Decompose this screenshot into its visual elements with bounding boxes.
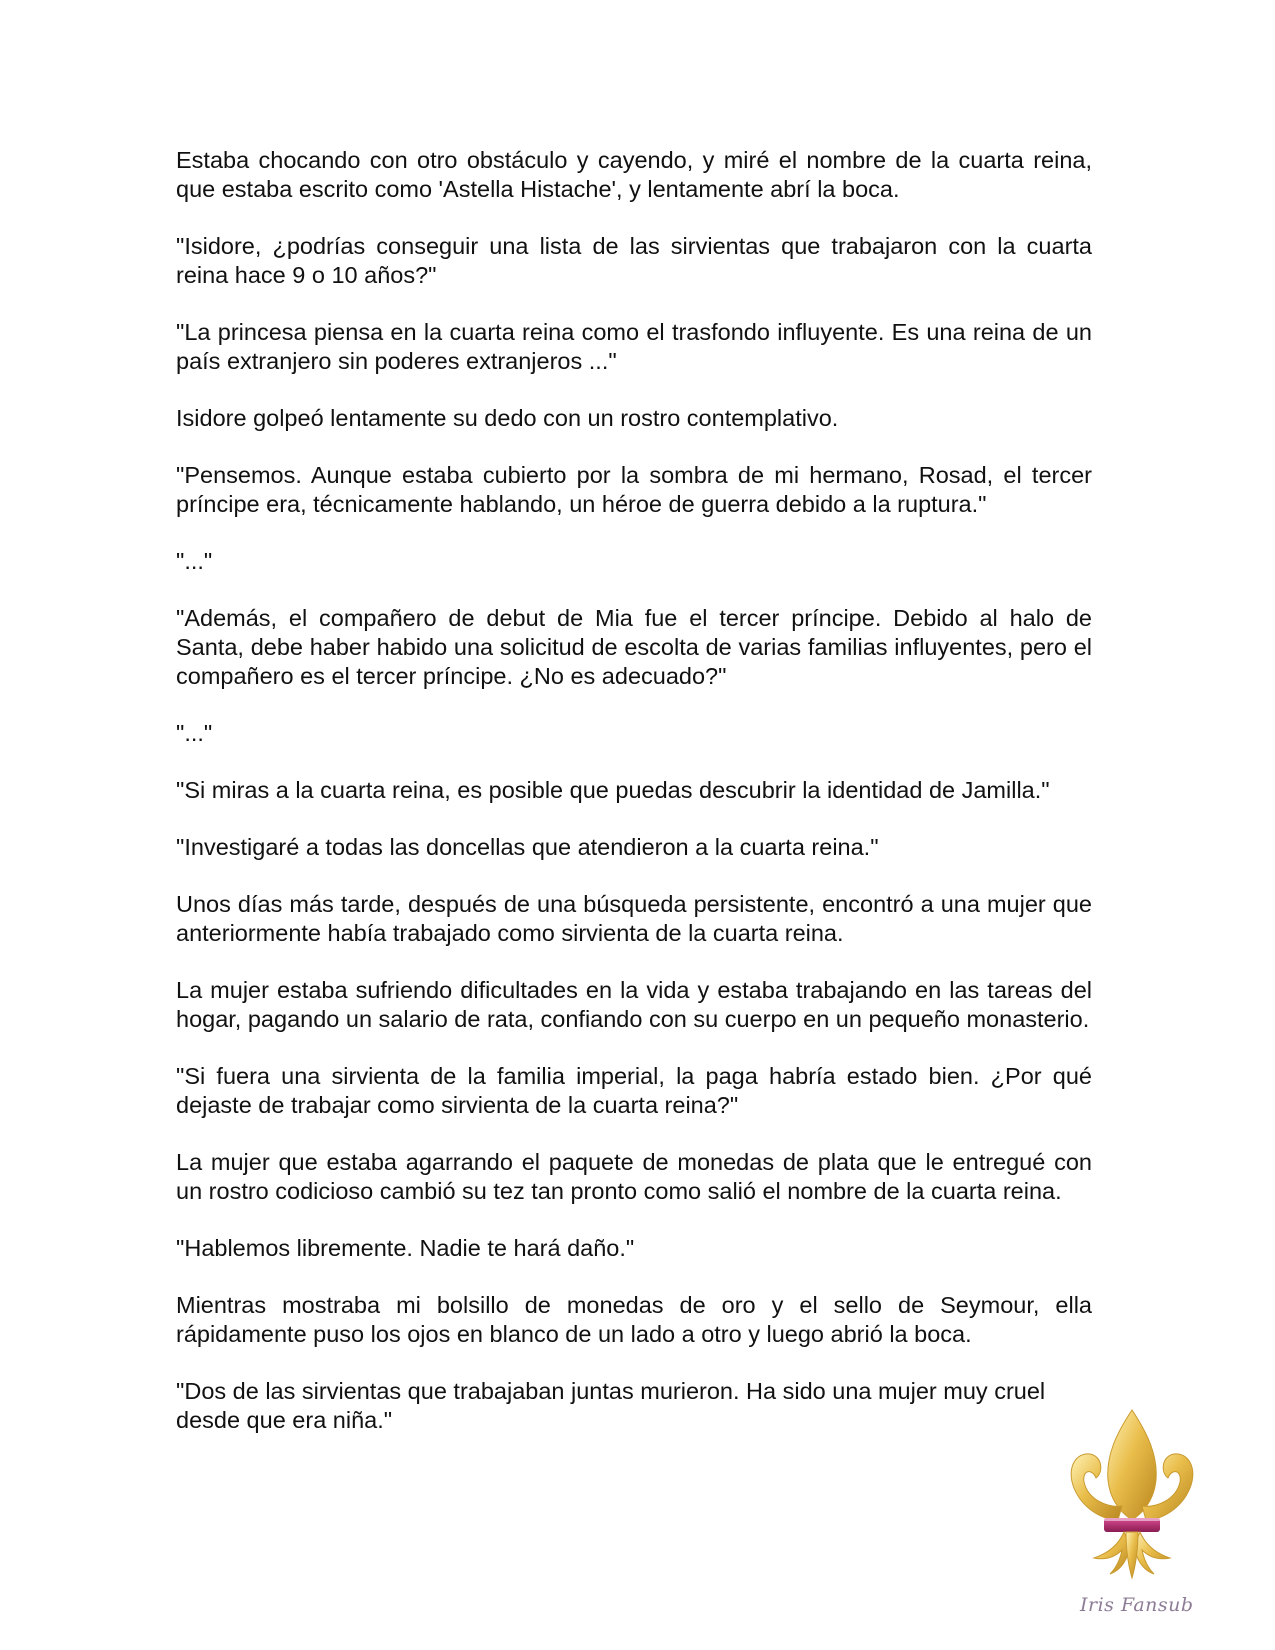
fleur-de-lis-icon <box>1052 1408 1212 1598</box>
paragraph: "Pensemos. Aunque estaba cubierto por la sombra de mi hermano, Rosad, el tercer príncipe era, técnicamente hablando, un héroe de guerra debido a la ruptura." <box>176 462 1092 517</box>
paragraph: La mujer estaba sufriendo dificultades en la vida y estaba trabajando en las tareas del hogar, pagando un salario de rata, confiando con su cuerpo en un pequeño monasterio. <box>176 977 1092 1032</box>
watermark-logo <box>1052 1408 1212 1628</box>
paragraph: "Dos de las sirvientas que trabajaban juntas murieron. Ha sido una mujer muy cruel desde que era niña." <box>176 1378 1046 1433</box>
paragraph: Isidore golpeó lentamente su dedo con un rostro contemplativo. <box>176 405 839 431</box>
paragraph: Mientras mostraba mi bolsillo de monedas de oro y el sello de Seymour, ella rápidamente puso los ojos en blanco de un lado a otro y luego abrió la boca. <box>176 1292 1092 1347</box>
watermark-text: Iris Fansub <box>1080 1594 1194 1616</box>
paragraph: "..." <box>176 720 213 746</box>
paragraph: "Si fuera una sirvienta de la familia imperial, la paga habría estado bien. ¿Por qué dejaste de trabajar como sirvienta de la cuarta reina?" <box>176 1063 1092 1118</box>
paragraph: "Hablemos libremente. Nadie te hará daño." <box>176 1235 635 1261</box>
paragraph: "Además, el compañero de debut de Mia fue el tercer príncipe. Debido al halo de Santa, debe haber habido una solicitud de escolta de varias familias influyentes, pero el compañero es el tercer príncipe. ¿No es adecuado?" <box>176 605 1092 689</box>
paragraph: Estaba chocando con otro obstáculo y cayendo, y miré el nombre de la cuarta reina, que estaba escrito como 'Astella Histache', y lentamente abrí la boca. <box>176 147 1092 202</box>
paragraph: "Investigaré a todas las doncellas que atendieron a la cuarta reina." <box>176 834 879 860</box>
paragraph: "La princesa piensa en la cuarta reina como el trasfondo influyente. Es una reina de un país extranjero sin poderes extranjeros ..." <box>176 319 1092 374</box>
paragraph: "..." <box>176 548 213 574</box>
document-body <box>176 146 1092 1463</box>
paragraph: La mujer que estaba agarrando el paquete de monedas de plata que le entregué con un rostro codicioso cambió su tez tan pronto como salió el nombre de la cuarta reina. <box>176 1149 1092 1204</box>
paragraph: "Si miras a la cuarta reina, es posible que puedas descubrir la identidad de Jamilla." <box>176 777 1050 803</box>
paragraph: "Isidore, ¿podrías conseguir una lista de las sirvientas que trabajaron con la cuarta reina hace 9 o 10 años?" <box>176 233 1092 288</box>
paragraph: Unos días más tarde, después de una búsqueda persistente, encontró a una mujer que anteriormente había trabajado como sirvienta de la cuarta reina. <box>176 891 1092 946</box>
